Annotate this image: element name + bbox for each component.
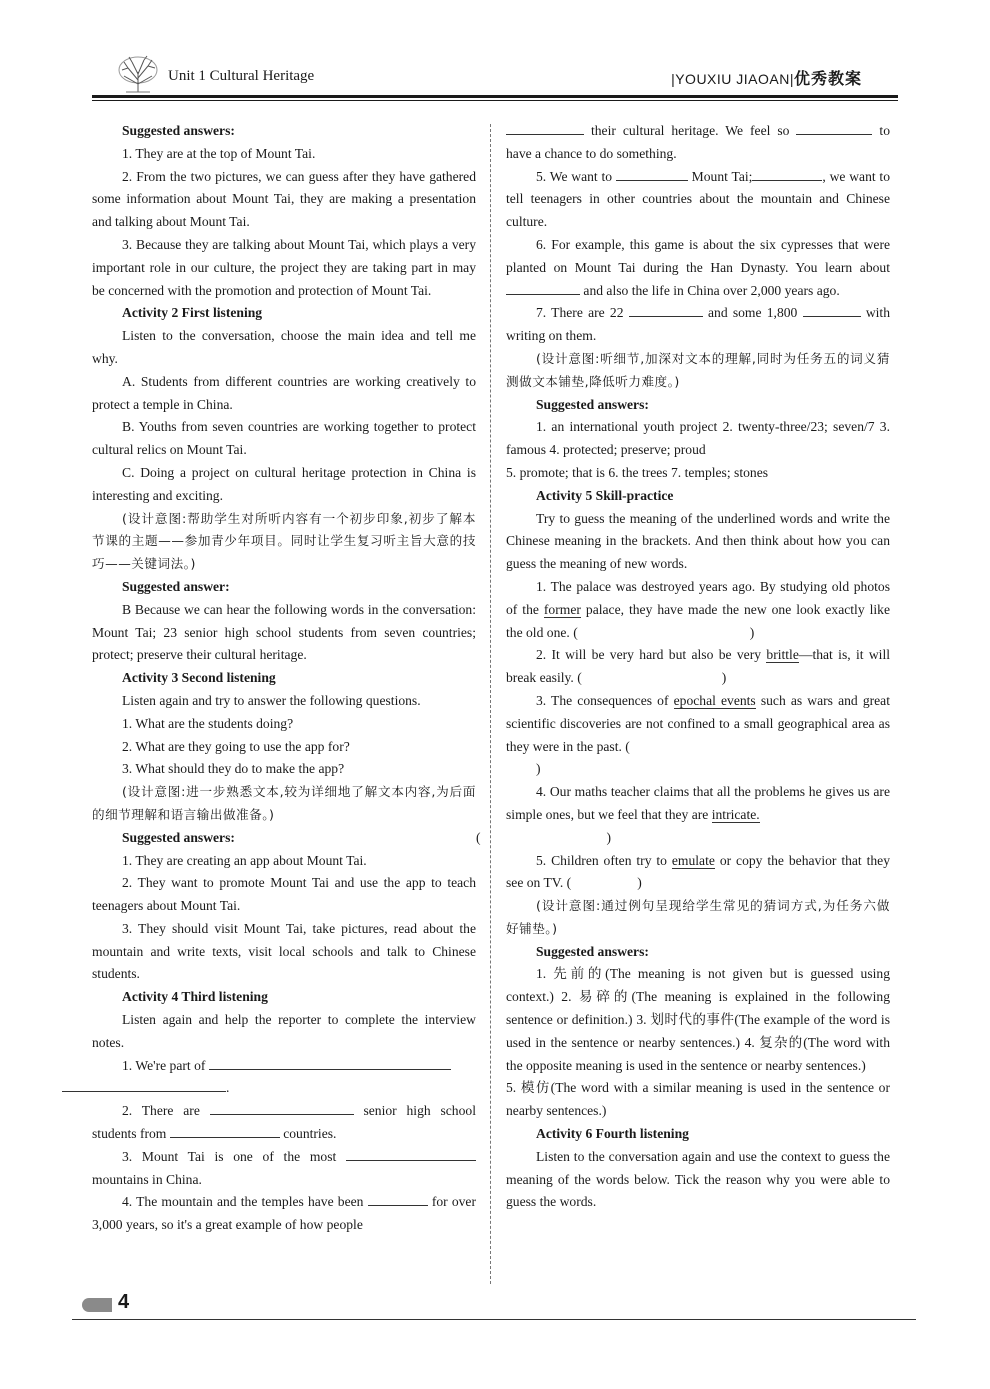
suggested-answers-heading: Suggested answers: [536,943,649,959]
answer-3: 3. Because they are talking about Mount Tai, which plays a very important role in our culture, the project they are taking part in may be concerned with the promotion and protection of Mount Tai. [92,236,476,298]
activity-4-heading: Activity 4 Third listening [122,989,268,1005]
right-column [476,120,891,1214]
column-divider [490,124,491,1284]
interview-note-4-cont: their cultural heritage. We feel so to have a chance to do something. [506,120,890,166]
header-rule-thin [92,100,898,101]
answer-3: 3. They should visit Mount Tai, take pictures, read about the mountain and write texts, visit local schools and talk to Chinese students. [92,920,476,982]
activity-6-instruction: Listen to the conversation again and use the context to guess the meaning of the words below. Tick the reason why you were able to guess the words. [506,1148,890,1210]
activity-6-heading: Activity 6 Fourth listening [536,1126,689,1142]
question-1: 1. What are the students doing? [122,715,294,731]
design-intent-note: (设计意图:帮助学生对所听内容有一个初步印象,初步了解本节课的主题——参加青少年项目。同时让学生复习听主旨大意的技巧——关键词法。) [92,510,476,572]
brand-latin: |YOUXIU JIAOAN| [671,71,794,87]
option-c: C. Doing a project on cultural heritage protection in China is interesting and exciting. [92,464,476,503]
suggested-answers-heading: Suggested answers: [122,829,235,845]
underlined-word: brittle [766,647,799,663]
activity-5-instruction: Try to guess the meaning of the underlined words and write the Chinese meaning in the brackets. And then think about how you can guess the meaning of new words. [506,510,890,572]
activity-2-instruction: Listen to the conversation, choose the main idea and tell me why. [92,328,476,366]
unit-title: Unit 1 Cultural Heritage [168,68,315,84]
tree-logo-icon [116,54,160,94]
interview-note-7: 7. There are 22 and some 1,800 with writing on them. [506,302,890,348]
suggested-answer: B Because we can hear the following words in the conversation: Mount Tai; 23 senior high school students from seven countries; protect; preserve their cultural heritage. [92,601,476,663]
design-intent-note: (设计意图:听细节,加深对文本的理解,同时为任务五的词义猜测做文本铺垫,降低听力难度。) [506,350,890,389]
suggested-answers-heading: Suggested answers: [122,123,235,138]
question-3: 3. What should they do to make the app? [122,761,345,777]
answer-blank[interactable] [506,280,580,295]
left-column [92,120,476,1237]
sentence-2: 2. It will be very hard but also be very brittle—that is, it will break easily. ( ) [506,647,891,686]
answer-1: 1. They are at the top of Mount Tai. [122,145,316,161]
activity-3-heading: Activity 3 Second listening [122,670,276,686]
interview-note-5: 5. We want to Mount Tai; , we want to tell teenagers in other countries about the mountain and Chinese culture. [506,166,890,234]
activity-5-heading: Activity 5 Skill-practice [536,487,674,503]
design-intent-note: (设计意图:通过例句呈现给学生常见的猜词方式,为任务六做好铺垫。) [506,898,890,936]
underlined-word: epochal events [673,692,756,708]
brand-chinese: 优秀教案 [793,71,862,88]
sentence-3: 3. The consequences of epochal events such as wars and great scientific discoveries are not confined to a small geographical area as they were in the past. ( ) [506,692,890,777]
sentence-4: 4. Our maths teacher claims that all the problems he gives us are simple ones, but we feel that they are intricate. ( ) [476,784,890,845]
activity-2-heading: Activity 2 First listening [122,305,263,321]
suggested-answers-heading: Suggested answers: [536,396,649,412]
activity-5-answers-cont: 5. 模仿(The word with a similar meaning is used in the sentence or nearby sentences.) [506,1080,890,1119]
underlined-word: intricate. [711,806,760,822]
page-tab-marker [82,1298,112,1312]
option-a: A. Students from different countries are working creatively to protect a temple in China. [92,373,476,412]
activity-4-answers-cont: 5. promote; that is 6. the trees 7. temples; stones [506,464,769,480]
sentence-5: 5. Children often try to emulate or copy the behavior that they see on TV. ( ) [506,852,890,891]
answer-blank[interactable] [346,1146,476,1161]
activity-3-instruction: Listen again and try to answer the following questions. [122,692,421,708]
underlined-word: former [543,601,581,617]
footer-rule [72,1319,916,1320]
answer-blank[interactable] [210,1100,354,1115]
activity-4-answers: 1. an international youth project 2. twenty-three/23; seven/7 3. famous 4. protected; preserve; proud [506,419,890,458]
activity-5-answers: 1. 先前的(The meaning is not given but is guessed using context.) 2. 易碎的(The meaning is explained in the following sentence or definition.) 3. 划时代的事件(The example of the word is used in the sentence or nearby sentences.) 4. 复杂的(The word with the opposite meaning is used in the sentence or nearby sentences.) [506,966,890,1073]
answer-blank[interactable] [616,166,688,181]
design-intent-note: (设计意图:进一步熟悉文本,较为详细地了解文本内容,为后面的细节理解和语言输出做准备。) [92,784,476,822]
sentence-1: 1. The palace was destroyed years ago. By studying old photos of the former palace, they have made the new one look exactly like the old one. ( ) [506,578,890,640]
underlined-word: emulate [671,852,715,868]
answer-blank[interactable] [796,120,872,135]
interview-note-6: 6. For example, this game is about the six cypresses that were planted on Mount Tai during the Han Dynasty. You learn about and also the life in China over 2,000 years ago. [506,236,890,298]
header-rule-thick [92,95,898,98]
interview-note-1: 1. We're part of . [92,1055,476,1101]
answer-2: 2. They want to promote Mount Tai and use the app to teach teenagers about Mount Tai. [92,875,476,914]
interview-note-3: 3. Mount Tai is one of the most mountains in China. [92,1146,476,1192]
interview-note-2: 2. There are senior high school students from countries. [92,1100,476,1146]
question-2: 2. What are they going to use the app for? [122,738,350,754]
answer-1: 1. They are creating an app about Mount Tai. [122,852,367,868]
interview-note-4: 4. The mountain and the temples have been for over 3,000 years, so it's a great example of how people [92,1191,476,1237]
answer-2: 2. From the two pictures, we can guess after they have gathered some information about Mount Tai, they are making a presentation and talking about Mount Tai. [92,168,476,230]
answer-blank[interactable] [629,302,703,317]
option-b: B. Youths from seven countries are working together to protect cultural relics on Mount Tai. [92,419,476,458]
answer-blank[interactable] [506,120,584,135]
answer-blank[interactable] [752,166,822,181]
suggested-answer-heading: Suggested answer: [122,578,230,594]
activity-4-instruction: Listen again and help the reporter to complete the interview notes. [92,1012,476,1050]
answer-blank[interactable] [62,1077,226,1092]
answer-blank[interactable] [368,1191,428,1206]
answer-blank[interactable] [209,1055,451,1070]
brand-label [671,66,862,89]
answer-blank[interactable] [803,302,861,317]
answer-blank[interactable] [170,1123,280,1138]
page-number: 4 [118,1291,130,1313]
